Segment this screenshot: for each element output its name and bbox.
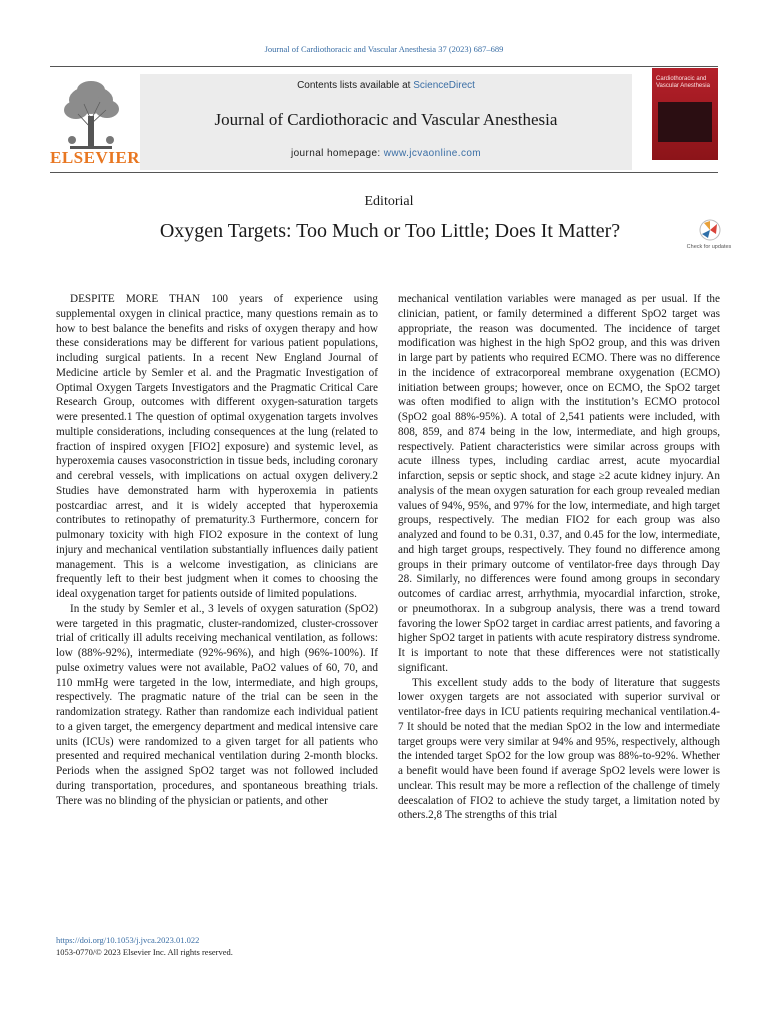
header-rule-bottom (50, 172, 718, 173)
doi-link[interactable]: https://doi.org/10.1053/j.jvca.2023.01.022 (56, 935, 200, 945)
article-type: Editorial (364, 194, 414, 209)
paragraph: DESPITE MORE THAN 100 years of experience using supplemental oxygen in clinical practice, many questions remain as to how to best balance the benefits and risks of oxygen therapy and how these considerations may be different for various patient populations, including surgical patients. In a recent New England Journal of Medicine article by Semler et al. and the Pragmatic Investigation of Optimal Oxygen Targets Investigators and the Pragmatic Critical Care Research Group, outcomes with different oxygen-saturation targets were presented.1 The question of optimal oxygenation targets involves multiple considerations, including consequences at the lung (related to fraction of inspired oxygen [FIO2] exposure) and systemic level, as hyperoxemia causes vasoconstriction in tissue beds, including coronary and cerebral vessels, with implications on actual oxygen delivery.2 Studies have demonstrated harm with hyperoxemia in patients postcardiac arrest, and it is widely accepted that hyperoxemia contributes to retinopathy of prematurity.3 Furthermore, concern for pulmonary toxicity with high FIO2 exposure in the context of lung injury and mechanical ventilation substantially influences daily patient management. This is a welcome investigation, as clinicians are frequently left to their best judgment when it comes to choosing the ideal oxygenation target for patients outside of limited populations. (56, 293, 378, 600)
cover-title: Cardiothoracic and Vascular Anesthesia (656, 76, 710, 89)
check-for-updates-label: Check for updates (686, 244, 732, 250)
paragraph: This excellent study adds to the body of literature that suggests lower oxygen targets are not associated with superior survival or ventilator-free days in ICU patients requiring mechanical ventilation.4-7 It should be noted that the median SpO2 in the low and intermediate target groups were very similar at 94% and 95%, respectively, although the intended target SpO2 for the low group was 88%-to-92%. Whether a benefit would have been found if average SpO2 levels were lower is unclear. This result may be more a reflection of the challenge of timely deescalation of FIO2 to achieve the study target, a limitation noted by others.2,8 The strengths of this trial (398, 676, 720, 822)
journal-cover-thumbnail[interactable] (652, 68, 718, 160)
paragraph: In the study by Semler et al., 3 levels of oxygen saturation (SpO2) were targeted in this pragmatic, cluster-randomized, cluster-crossover trial of critically ill adults receiving mechanical ventilation, as follows: low (88%-92%), intermediate (92%-96%), and high (96%-100%). If pulse oximetry values were not available, PaO2 values of 60, 70, and 110 mmHg were targeted in the low, intermediate, and high groups, respectively. The pragmatic nature of the trial can be seen in the randomization strategy. Rather than randomize each individual patient to a given target, the emergency department and medical intensive care units (ICUs) were randomized to a given target for all patients who presented and required mechanical ventilation during 2-month blocks. Periods when the assigned SpO2 target was not followed included during transportation, procedures, and spontaneous breathing trials. There was no blinding of the physician or patients, and other (56, 602, 378, 807)
paragraph: mechanical ventilation variables were managed as per usual. If the clinician, patient, or family determined a different SpO2 target was appropriate, the reason was documented. The incidence of target modification was highest in the high SpO2 group, and this was driven in large part by patients who required ECMO. There was no difference in the incidence of extracorporeal membrane oxygenation (ECMO) initiation between groups; however, once on ECMO, the SpO2 target was often modified to align with the institution’s ECMO protocol (SpO2 goal 88%-95%). A total of 2,541 patients were included, with 808, 859, and 874 being in the low, intermediate, and high groups, respectively. Patient characteristics were similar across groups with acute illness types, including cardiac arrest, acute myocardial infarction, sepsis or septic shock, and stage ≥2 acute kidney injury. An analysis of the mean oxygen saturation for each group revealed median values of 94%, 95%, and 97% for the low, intermediate, and high target groups, respectively. The median FIO2 for each group was also analyzed and found to be 0.31, 0.37, and 0.45 for the low, intermediate, and high target groups, respectively. They found no difference among groups in their primary outcome of ventilator-free days through Day 28. Similarly, no differences were found among groups in secondary outcomes of cardiac arrest, arrhythmia, myocardial infarction, stroke, or pneumothorax. In a subgroup analysis, there was a trend toward favoring the lower SpO2 target in cardiac arrest patients, and favoring a higher SpO2 target in patients with acute respiratory distress syndrome. It is important to note that these differences were not statistically significant. (398, 293, 720, 674)
article-title: Oxygen Targets: Too Much or Too Little; Does It Matter? (159, 220, 621, 242)
journal-title: Journal of Cardiothoracic and Vascular Anesthesia (214, 110, 558, 129)
homepage-prefix: journal homepage: (290, 148, 384, 159)
footer (56, 934, 233, 958)
left-column (56, 292, 378, 808)
check-for-updates-icon[interactable] (690, 218, 730, 260)
sciencedirect-link[interactable]: ScienceDirect (413, 80, 475, 91)
cover-image (658, 102, 712, 142)
header-rule-top (50, 66, 718, 67)
copyright-notice: 1053-0770/© 2023 Elsevier Inc. All rights reserved. (56, 947, 233, 957)
journal-homepage-line (140, 148, 632, 159)
journal-citation[interactable]: Journal of Cardiothoracic and Vascular Anesthesia 37 (2023) 687–689 (264, 44, 504, 54)
elsevier-wordmark: ELSEVIER (50, 148, 140, 167)
homepage-link[interactable]: www.jcvaonline.com (383, 148, 482, 159)
contents-prefix: Contents lists available at (297, 80, 414, 91)
journal-masthead (140, 74, 632, 170)
contents-available-line (140, 80, 632, 91)
right-column (398, 292, 720, 823)
